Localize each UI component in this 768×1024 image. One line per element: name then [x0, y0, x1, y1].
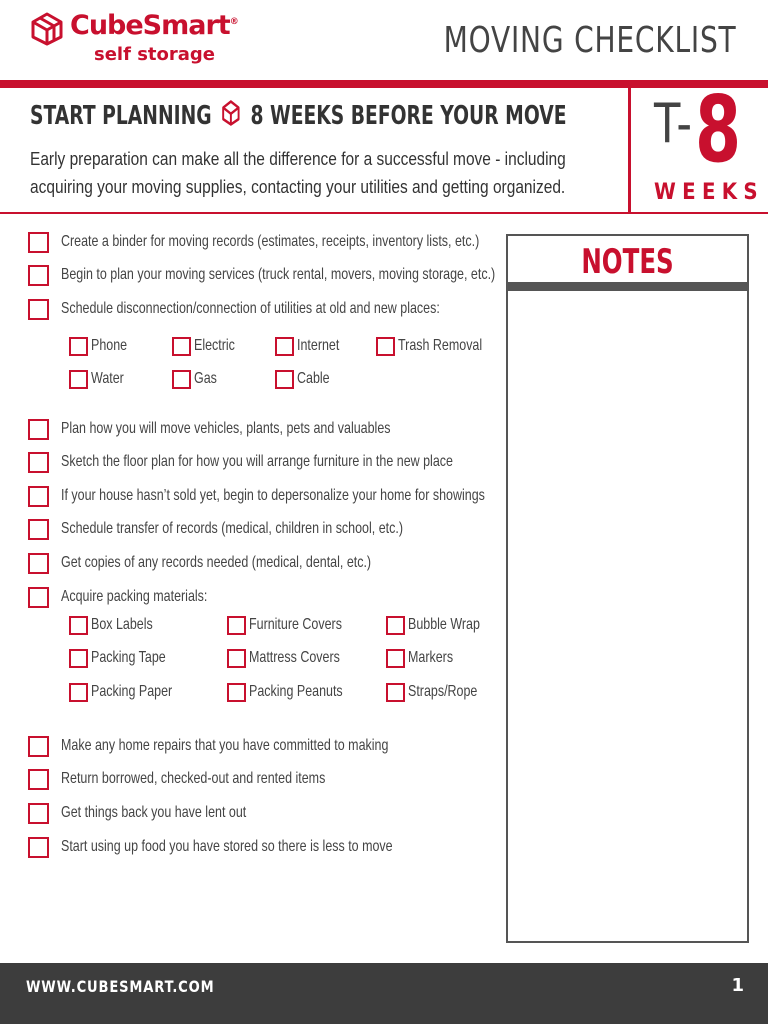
- task-checkbox[interactable]: [28, 452, 49, 473]
- countdown-unit: WEEKS: [654, 180, 764, 205]
- packing-checkbox[interactable]: [227, 649, 246, 668]
- task-checkbox[interactable]: [28, 419, 49, 440]
- task-item[interactable]: Schedule transfer of records (medical, children in school, etc.): [28, 517, 499, 541]
- task-checkbox[interactable]: [28, 769, 49, 790]
- task-checkbox[interactable]: [28, 736, 49, 757]
- packing-checkbox[interactable]: [227, 683, 246, 702]
- packing-checkbox[interactable]: [69, 649, 88, 668]
- utility-checkbox[interactable]: [69, 337, 88, 356]
- task-checkbox[interactable]: [28, 837, 49, 858]
- brand-logo: [30, 10, 250, 68]
- packing-option-furniture-covers[interactable]: Furniture Covers: [227, 614, 368, 636]
- packing-option-box-labels[interactable]: Box Labels: [69, 614, 170, 636]
- utility-option-electric[interactable]: Electric: [172, 335, 246, 357]
- brand-tagline: self storage: [94, 44, 215, 65]
- task-item[interactable]: Schedule disconnection/connection of utilities at old and new places:: [28, 297, 547, 321]
- task-item[interactable]: Start using up food you have stored so there is less to move: [28, 835, 486, 859]
- task-item[interactable]: If your house hasn’t sold yet, begin to depersonalize your home for showings: [28, 484, 604, 508]
- utility-option-internet[interactable]: Internet: [275, 335, 351, 357]
- countdown-prefix: T-: [654, 92, 693, 155]
- footer: [0, 963, 768, 1024]
- document-title: MOVING CHECKLIST: [443, 20, 736, 61]
- packing-option-bubble-wrap[interactable]: Bubble Wrap: [386, 614, 500, 636]
- task-item[interactable]: Acquire packing materials:: [28, 585, 249, 609]
- packing-option-straps-rope[interactable]: Straps/Rope: [386, 681, 497, 703]
- task-checkbox[interactable]: [28, 803, 49, 824]
- task-item[interactable]: Make any home repairs that you have committed to making: [28, 734, 481, 758]
- countdown-divider: [628, 88, 631, 214]
- section-description: Early preparation can make all the difference for a successful move - including acquiring your moving supplies, contacting your utilities and getting organized.: [30, 149, 566, 197]
- task-checkbox[interactable]: [28, 519, 49, 540]
- packing-option-packing-tape[interactable]: Packing Tape: [69, 647, 187, 669]
- packing-checkbox[interactable]: [227, 616, 246, 635]
- task-item[interactable]: Return borrowed, checked-out and rented items: [28, 767, 400, 791]
- packing-checkbox[interactable]: [386, 649, 405, 668]
- utility-checkbox[interactable]: [275, 370, 294, 389]
- notes-panel[interactable]: [506, 234, 749, 943]
- task-checkbox[interactable]: [28, 265, 49, 286]
- utility-option-cable[interactable]: Cable: [275, 368, 339, 390]
- packing-checkbox[interactable]: [386, 616, 405, 635]
- utility-option-water[interactable]: Water: [69, 368, 133, 390]
- utility-option-trash-removal[interactable]: Trash Removal: [376, 335, 506, 357]
- task-item[interactable]: Get copies of any records needed (medical, dental, etc.): [28, 551, 459, 575]
- utility-checkbox[interactable]: [69, 370, 88, 389]
- section-divider: [0, 212, 768, 214]
- packing-checkbox[interactable]: [386, 683, 405, 702]
- section-heading: START PLANNING 8 WEEKS BEFORE YOUR MOVE: [30, 101, 567, 131]
- packing-option-packing-peanuts[interactable]: Packing Peanuts: [227, 681, 369, 703]
- task-item[interactable]: Sketch the floor plan for how you will arrange furniture in the new place: [28, 450, 564, 474]
- notes-title: NOTES: [581, 242, 674, 282]
- packing-option-markers[interactable]: Markers: [386, 647, 466, 669]
- utility-checkbox[interactable]: [376, 337, 395, 356]
- countdown-number: 8: [695, 76, 742, 183]
- task-item[interactable]: Begin to plan your moving services (truck rental, movers, moving storage, etc.): [28, 263, 618, 287]
- packing-checkbox[interactable]: [69, 616, 88, 635]
- packing-option-packing-paper[interactable]: Packing Paper: [69, 681, 195, 703]
- task-checkbox[interactable]: [28, 486, 49, 507]
- notes-divider: [508, 282, 747, 291]
- task-item[interactable]: Plan how you will move vehicles, plants, pets and valuables: [28, 417, 483, 441]
- utility-option-gas[interactable]: Gas: [172, 368, 223, 390]
- utility-checkbox[interactable]: [172, 337, 191, 356]
- header-divider: [0, 80, 768, 88]
- task-checkbox[interactable]: [28, 553, 49, 574]
- utility-option-phone[interactable]: Phone: [69, 335, 137, 357]
- cube-logo-icon: [30, 12, 64, 46]
- utility-checkbox[interactable]: [172, 370, 191, 389]
- cube-separator-icon: [222, 100, 241, 133]
- task-item[interactable]: Create a binder for moving records (estimates, receipts, inventory lists, etc.): [28, 230, 597, 254]
- task-checkbox[interactable]: [28, 299, 49, 320]
- task-item[interactable]: Get things back you have lent out: [28, 801, 298, 825]
- task-checkbox[interactable]: [28, 232, 49, 253]
- packing-option-mattress-covers[interactable]: Mattress Covers: [227, 647, 365, 669]
- task-checkbox[interactable]: [28, 587, 49, 608]
- packing-checkbox[interactable]: [69, 683, 88, 702]
- footer-url-link[interactable]: WWW.CUBESMART.COM: [26, 977, 215, 996]
- brand-name: CubeSmart®: [70, 10, 239, 41]
- page-number: 1: [731, 975, 744, 996]
- utility-checkbox[interactable]: [275, 337, 294, 356]
